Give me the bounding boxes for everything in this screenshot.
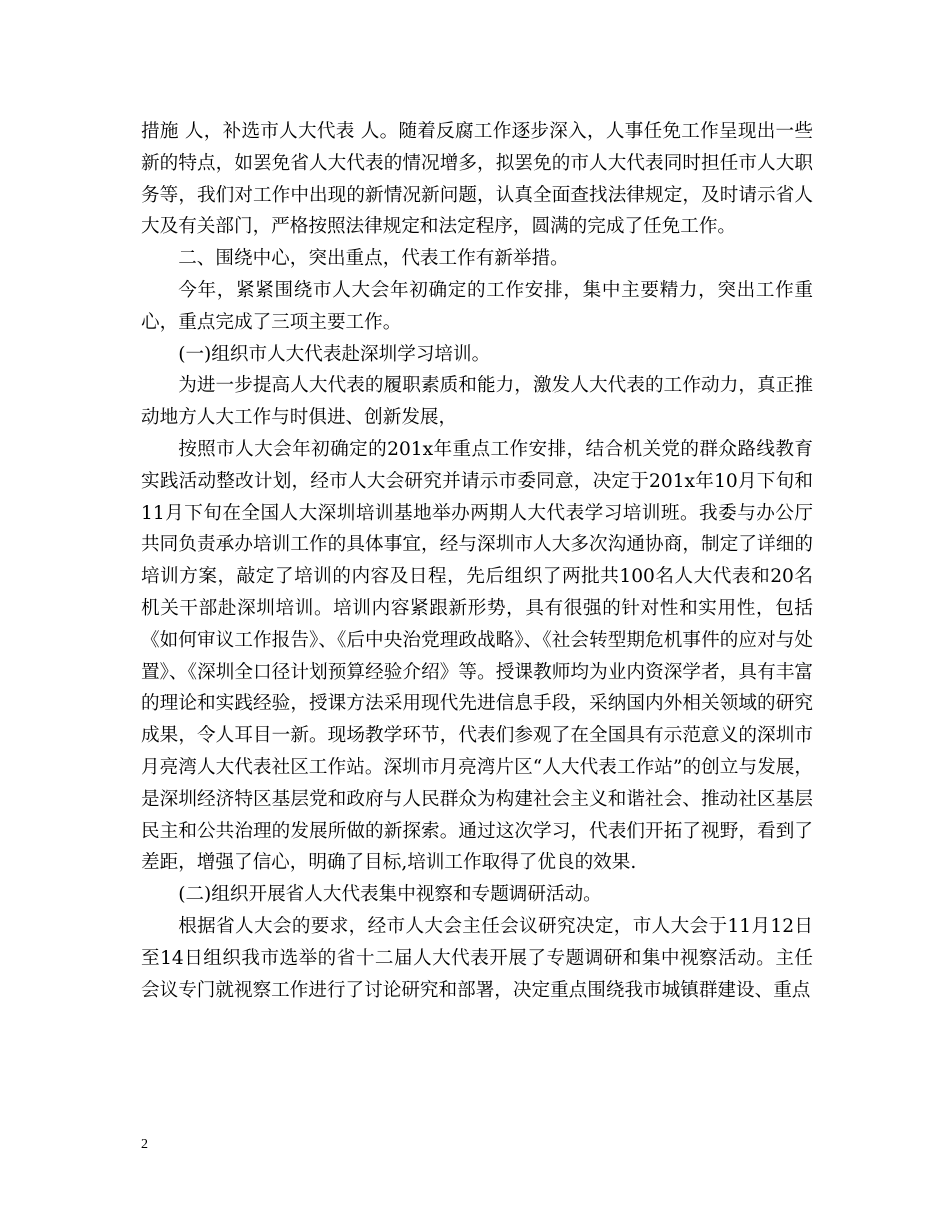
paragraph: 措施 人，补选市人大代表 人。随着反腐工作逐步深入，人事任免工作呈现出一些新的特点，如罢免省人大代表的情况增多，拟罢免的市人大代表同时担任市人大职务等，我们对工作中出现的新情况新问题，认真全面查找法律规定，及时请示省人大及有关部门，严格按照法律规定和法定程序，圆满的完成了任免工作。: [141, 121, 813, 238]
paragraph: 二、围绕中心，突出重点，代表工作有新举措。: [178, 248, 569, 270]
paragraph: 按照市人大会年初确定的201x年重点工作安排，结合机关党的群众路线教育实践活动整改计划，经市人大会研究并请示市委同意，决定于201x年10月下旬和11月下旬在全国人大深圳培训基地举办两期人大代表学习培训班。我委与办公厅共同负责承办培训工作的具体事宜，经与深圳市人大多次沟通协商，制定了详细的培训方案，敲定了培训的内容及日程，先后组织了两批共100名人大代表和20名机关干部赴深圳培训。培训内容紧跟新形势，具有很强的针对性和实用性，包括《如何审议工作报告》、《后中央治党理政战略》、《社会转型期危机事件的应对与处置》、《深圳全口径计划预算经验介绍》等。授课教师均为业内资深学者，具有丰富的理论和实践经验，授课方法采用现代先进信息手段，采纳国内外相关领域的研究成果，令人耳目一新。现场教学环节，代表们参观了在全国具有示范意义的深圳市月亮湾人大代表社区工作站。深圳市月亮湾片区“人大代表工作站”的创立与发展，是深圳经济特区基层党和政府与人民群众为构建社会主义和谐社会、推动社区基层民主和公共治理的发展所做的新探索。通过这次学习，代表们开拓了视野，看到了差距，增强了信心，明确了目标,培训工作取得了优良的效果.: [141, 438, 813, 874]
paragraph: 为进一步提高人大代表的履职素质和能力，激发人大代表的工作动力，真正推动地方人大工作与时俱进、创新发展，: [141, 375, 813, 429]
paragraph: 根据省人大会的要求，经市人大会主任会议研究决定，市人大会于11月12日至14日组织我市选举的省十二届人大代表开展了专题调研和集中视察活动。主任会议专门就视察工作进行了讨论研究和部署，决定重点围绕我市城镇群建设、重点: [141, 915, 813, 1001]
paragraph: 今年，紧紧围绕市人大会年初确定的工作安排，集中主要精力，突出工作重心，重点完成了三项主要工作。: [141, 279, 813, 333]
body-text: [141, 116, 813, 1006]
paragraph: (一)组织市人大代表赴深圳学习培训。: [178, 343, 491, 365]
paragraph: (二)组织开展省人大代表集中视察和专题调研活动。: [178, 884, 602, 906]
page-number: 2: [141, 1137, 148, 1152]
